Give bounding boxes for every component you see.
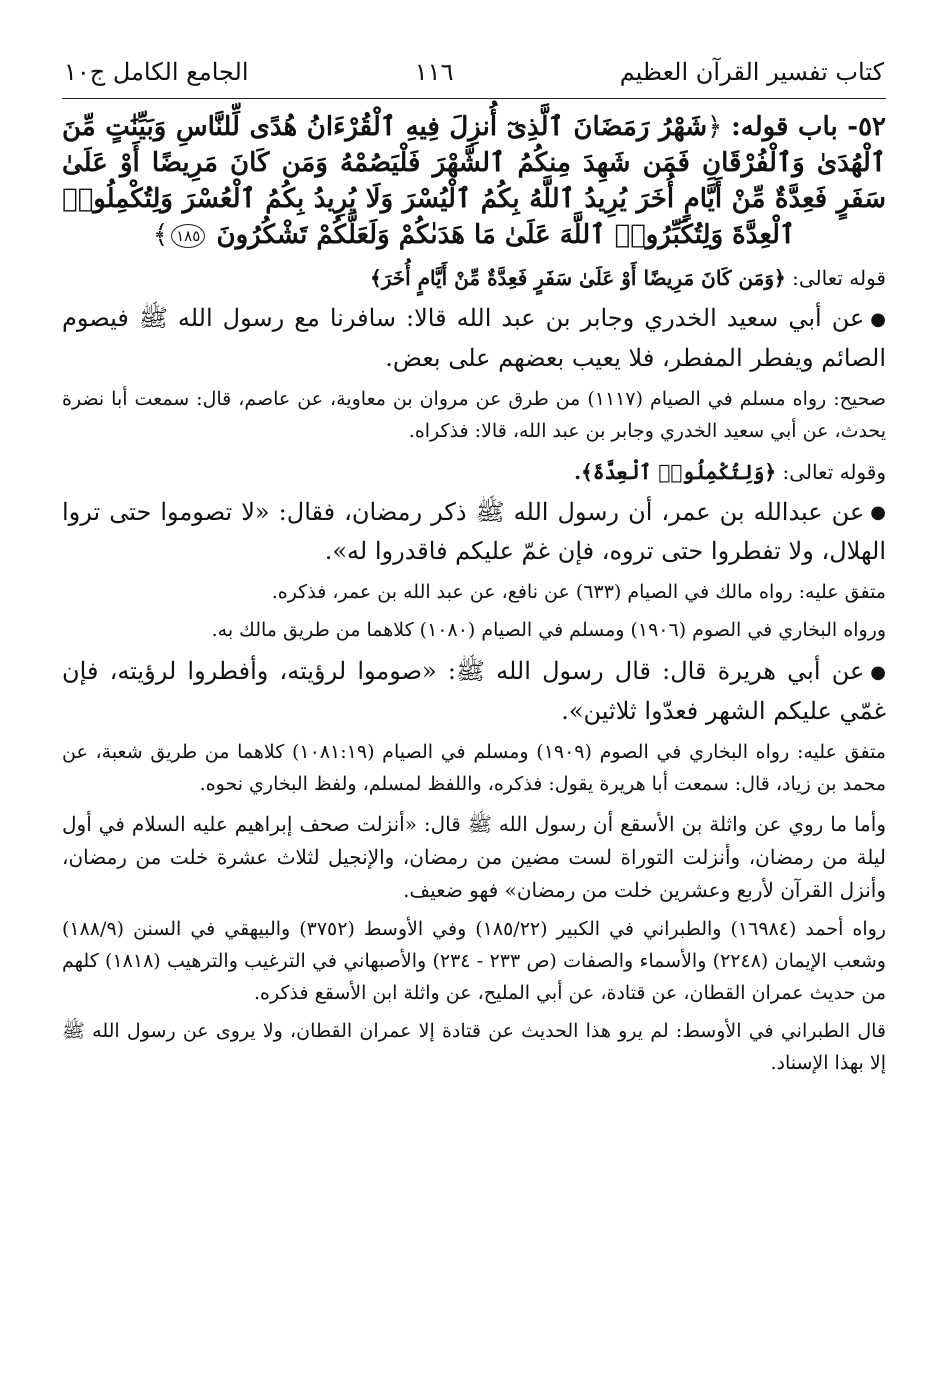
note-1: وأما ما روي عن واثلة بن الأسقع أن رسول الله ﷺ قال: «أنزلت صحف إبراهيم عليه السلام في أول ليلة من رمضان، وأنزلت التوراة لست مضين من رمضان، والإنجيل لثلاث عشرة خلت من رمضان، وأنزل القرآن لأربع وعشرين خلت من رمضان» فهو ضعيف. (62, 811, 887, 902)
running-header (62, 58, 886, 94)
verse-number-medallion: ١٨٥ (171, 224, 205, 248)
hadith-1-text: عن أبي سعيد الخدري وجابر بن عبد الله قالا: سافرنا مع رسول الله ﷺ فيصوم الصائم ويفطر المفطر، فلا يعيب بعضهم على بعض. (62, 304, 886, 372)
subheading-2-quote: ﴿وَلِتُكْمِلُوا۟ ٱلْعِدَّةَ﴾. (574, 459, 777, 484)
hadith-3-text: عن أبي هريرة قال: قال رسول الله ﷺ: «صوموا لرؤيته، وأفطروا لرؤيته، فإن غمّي عليكم الشهر فعدّوا ثلاثين». (62, 657, 886, 725)
series-title: الجامع الكامل ج١٠ (64, 58, 249, 86)
hadith-2 (62, 493, 886, 571)
takhrij-2: متفق عليه: رواه مالك في الصيام (٦٣٣) عن نافع، عن عبد الله بن عمر، فذكره. (271, 581, 886, 603)
chapter-verse (62, 109, 886, 253)
subheading-2-lead: وقوله تعالى: (782, 459, 886, 484)
bullet-icon: ● (870, 502, 886, 523)
hadith-3 (62, 652, 886, 730)
hadith-2-text: عن عبدالله بن عمر، أن رسول الله ﷺ ذكر رمضان، فقال: «لا تصوموا حتى تروا الهلال، ولا تفطروا حتى تروه، فإن غمّ عليكم فاقدروا له». (62, 497, 886, 565)
header-rule (62, 98, 886, 99)
hadith-1 (62, 299, 886, 377)
subheading-2 (62, 457, 886, 487)
note-3: قال الطبراني في الأوسط: لم يرو هذا الحديث عن قتادة إلا عمران القطان، ولا يروى عن رسول الله ﷺ إلا بهذا الإسناد. (62, 1019, 886, 1074)
bullet-icon: ● (870, 308, 886, 330)
subheading-1 (62, 263, 886, 293)
takhrij-1: صحيح: رواه مسلم في الصيام (١١١٧) من طرق عن مروان بن معاوية، عن عاصم، قال: سمعت أبا نضرة يحدث، عن أبي سعيد الخدري وجابر بن عبد الله، قالا: فذكراه. (62, 387, 886, 442)
verse-close-bracket: ﴾ (152, 220, 169, 250)
bullet-icon: ● (870, 661, 886, 683)
subheading-1-quote: ﴿وَمَن كَانَ مَرِيضًا أَوْ عَلَىٰ سَفَرٍ فَعِدَّةٌ مِّنْ أَيَّامٍ أُخَرَ﴾ (369, 266, 786, 290)
takhrij-3: ورواه البخاري في الصوم (١٩٠٦) ومسلم في الصيام (١٠٨٠) كلاهما من طريق مالك به. (211, 619, 886, 641)
book-title: كتاب تفسير القرآن العظيم (619, 58, 884, 86)
takhrij-4: متفق عليه: رواه البخاري في الصوم (١٩٠٩) ومسلم في الصيام (١٠٨١:١٩) كلاهما من طريق شعبة، عن محمد بن زياد، قال: سمعت أبا هريرة يقول: فذكره، واللفظ لمسلم، ولفظ البخاري نحوه. (62, 740, 886, 795)
note-2: رواه أحمد (١٦٩٨٤) والطبراني في الكبير (١٨٥/٢٢) وفي الأوسط (٣٧٥٢) والبيهقي في السنن (١٨٨/٩) وشعب الإيمان (٢٢٤٨) والأسماء والصفات (ص ٢٣٣ - ٢٣٤) والأصبهاني في الترغيب والترهيب (١٨١٨) كلهم من حديث عمران القطان، عن قتادة، عن أبي المليح، عن واثلة ابن الأسقع فذكره. (62, 917, 886, 1004)
page-number: ١١٦ (414, 58, 454, 86)
chapter-label: ٥٢- باب قوله: (731, 112, 886, 142)
quran-verse-text: شَهْرُ رَمَضَانَ ٱلَّذِىٓ أُنزِلَ فِيهِ ٱلْقُرْءَانُ هُدًى لِّلنَّاسِ وَبَيِّنَٰتٍ مِّنَ ٱلْهُدَىٰ وَٱلْفُرْقَانِ فَمَن شَهِدَ مِنكُمُ ٱلشَّهْرَ فَلْيَصُمْهُ وَمَن كَانَ مَرِيضًا أَوْ عَلَىٰ سَفَرٍ فَعِدَّةٌ مِّنْ أَيَّامٍ أُخَرَ يُرِيدُ ٱللَّهُ بِكُمُ ٱلْيُسْرَ وَلَا يُرِيدُ بِكُمُ ٱلْعُسْرَ وَلِتُكْمِلُوا۟ ٱلْعِدَّةَ وَلِتُكَبِّرُوا۟ ٱللَّهَ عَلَىٰ مَا هَدَىٰكُمْ وَلَعَلَّكُمْ تَشْكُرُونَ (62, 112, 886, 250)
verse-open-bracket: ﴿ (707, 112, 723, 142)
subheading-1-lead: قوله تعالى: (792, 266, 886, 290)
